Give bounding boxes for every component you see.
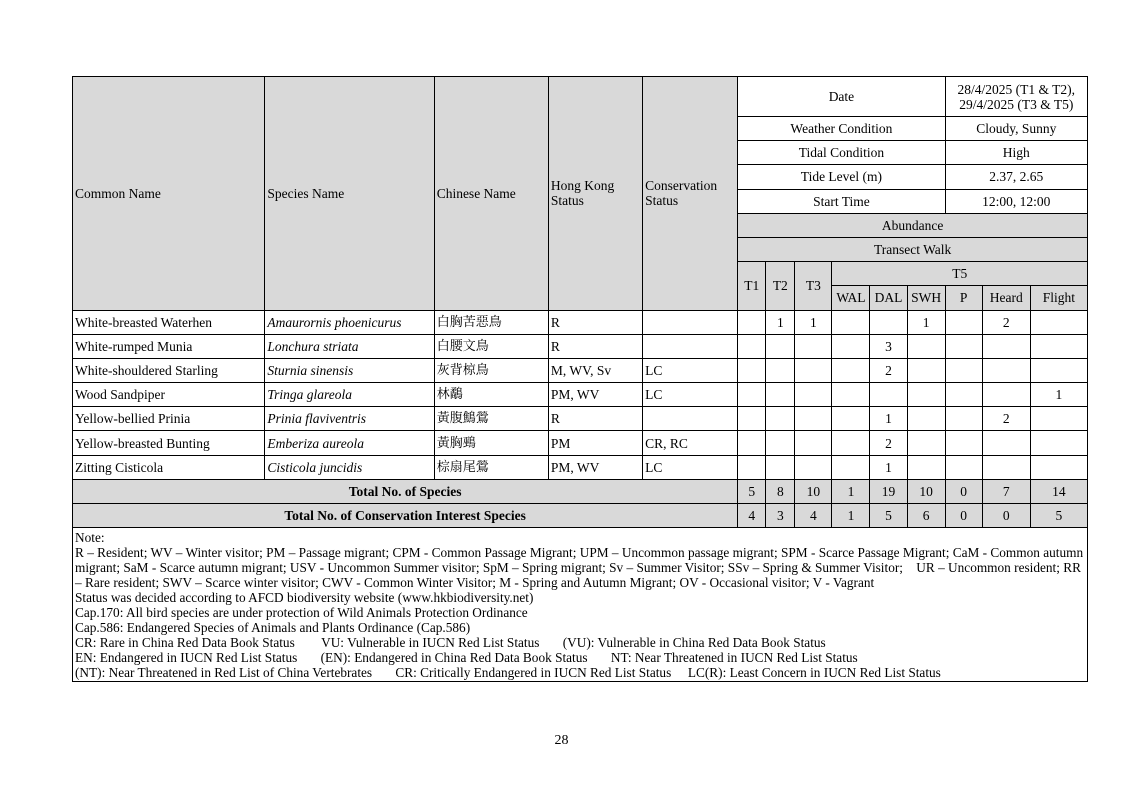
date-value-line1: 28/4/2025 (T1 & T2), <box>957 81 1076 97</box>
total-species-p: 0 <box>945 479 982 503</box>
conservation-status-cell: LC <box>643 455 738 479</box>
total-cons-t2: 3 <box>766 504 795 528</box>
total-cons-dal: 5 <box>870 504 907 528</box>
count-heard <box>982 431 1030 455</box>
count-t1 <box>738 358 766 382</box>
total-conservation-label: Total No. of Conservation Interest Species <box>73 504 738 528</box>
conservation-status-cell <box>643 334 738 358</box>
header-hk-status: Hong Kong Status <box>548 77 642 311</box>
start-time-value: 12:00, 12:00 <box>945 189 1087 213</box>
count-dal: 2 <box>870 358 907 382</box>
count-swh <box>907 455 945 479</box>
count-swh <box>907 407 945 431</box>
tidal-value: High <box>945 141 1087 165</box>
tide-level-label: Tide Level (m) <box>738 165 945 189</box>
count-heard <box>982 455 1030 479</box>
count-dal <box>870 383 907 407</box>
count-p <box>945 383 982 407</box>
count-heard <box>982 334 1030 358</box>
count-flight: 1 <box>1030 383 1087 407</box>
chinese-name-cell: 白胸苦惡鳥 <box>434 310 548 334</box>
table-row <box>73 358 1088 382</box>
tidal-label: Tidal Condition <box>738 141 945 165</box>
count-dal <box>870 310 907 334</box>
total-cons-heard: 0 <box>982 504 1030 528</box>
count-t3 <box>795 407 832 431</box>
header-chinese-name: Chinese Name <box>434 77 548 311</box>
conservation-status-cell: CR, RC <box>643 431 738 455</box>
count-t3: 1 <box>795 310 832 334</box>
date-label: Date <box>738 77 945 117</box>
notes-status-legend: R – Resident; WV – Winter visitor; PM – Passage migrant; CPM - Common Passage Migrant; UPM – Uncommon passage migrant; SPM - Scarce Passage Migrant; CaM - Common autumn migrant; SaM - Scarce autumn migrant; USV - Uncommon Summer visitor; SpM – Spring migrant; Sv – Summer Visitor; SSv – Spring & Summer Visitor; UR – Uncommon resident; RR – Rare resident; SWV – Scarce winter visitor; CWV - Common Winter Visitor; M - Spring and Autumn Migrant; OV - Occasional visitor; V - Vagrant <box>75 545 1087 591</box>
count-wal <box>832 383 870 407</box>
count-wal <box>832 431 870 455</box>
count-heard: 2 <box>982 407 1030 431</box>
notes-source: Status was decided according to AFCD biodiversity website (www.hkbiodiversity.net) <box>75 590 534 606</box>
chinese-name-cell: 白腰文鳥 <box>434 334 548 358</box>
species-name-cell: Amaurornis phoenicurus <box>265 310 434 334</box>
hk-status-cell: R <box>548 407 642 431</box>
notes-legend-cr-vu: CR: Rare in China Red Data Book Status VU: Vulnerable in IUCN Red List Status (VU): Vulnerable in China Red Data Book Status <box>75 635 826 651</box>
notes-cap586: Cap.586: Endangered Species of Animals and Plants Ordinance (Cap.586) <box>75 620 471 636</box>
total-species-wal: 1 <box>832 479 870 503</box>
start-time-label: Start Time <box>738 189 945 213</box>
chinese-name-cell: 黃胸鵐 <box>434 431 548 455</box>
table-row <box>73 407 1088 431</box>
hk-status-cell: R <box>548 310 642 334</box>
species-name-cell: Cisticola juncidis <box>265 455 434 479</box>
header-dal: DAL <box>870 286 907 310</box>
total-species-swh: 10 <box>907 479 945 503</box>
common-name-cell: Wood Sandpiper <box>73 383 265 407</box>
conservation-status-cell: LC <box>643 358 738 382</box>
table-row <box>73 383 1088 407</box>
count-p <box>945 358 982 382</box>
chinese-name-cell: 黃腹鷦鶯 <box>434 407 548 431</box>
count-swh <box>907 334 945 358</box>
count-t1 <box>738 310 766 334</box>
total-species-heard: 7 <box>982 479 1030 503</box>
count-dal: 2 <box>870 431 907 455</box>
conservation-status-cell <box>643 310 738 334</box>
count-dal: 3 <box>870 334 907 358</box>
count-t1 <box>738 455 766 479</box>
page-number: 28 <box>554 733 569 748</box>
table-row <box>73 334 1088 358</box>
common-name-cell: White-shouldered Starling <box>73 358 265 382</box>
table-row <box>73 455 1088 479</box>
count-heard <box>982 358 1030 382</box>
header-swh: SWH <box>907 286 945 310</box>
species-rows <box>73 310 1088 479</box>
total-species-t3: 10 <box>795 479 832 503</box>
conservation-status-cell: LC <box>643 383 738 407</box>
date-value-line2: 29/4/2025 (T3 & T5) <box>959 96 1074 112</box>
count-t1 <box>738 334 766 358</box>
count-t3 <box>795 455 832 479</box>
count-t2: 1 <box>766 310 795 334</box>
total-cons-p: 0 <box>945 504 982 528</box>
count-wal <box>832 407 870 431</box>
common-name-cell: Zitting Cisticola <box>73 455 265 479</box>
count-flight <box>1030 407 1087 431</box>
count-flight <box>1030 310 1087 334</box>
table-row <box>73 431 1088 455</box>
common-name-cell: White-rumped Munia <box>73 334 265 358</box>
count-t3 <box>795 334 832 358</box>
species-name-cell: Emberiza aureola <box>265 431 434 455</box>
table-row <box>73 310 1088 334</box>
count-t1 <box>738 383 766 407</box>
total-species-label: Total No. of Species <box>73 479 738 503</box>
species-name-cell: Tringa glareola <box>265 383 434 407</box>
count-p <box>945 334 982 358</box>
notes-section <box>73 528 1088 682</box>
tide-level-value: 2.37, 2.65 <box>945 165 1087 189</box>
species-name-cell: Prinia flaviventris <box>265 407 434 431</box>
count-wal <box>832 310 870 334</box>
header-t3: T3 <box>795 262 832 310</box>
conservation-status-cell <box>643 407 738 431</box>
count-wal <box>832 358 870 382</box>
header-species-name: Species Name <box>265 77 434 311</box>
count-t3 <box>795 431 832 455</box>
count-t2 <box>766 455 795 479</box>
total-cons-t1: 4 <box>738 504 766 528</box>
header-common-name: Common Name <box>73 77 265 311</box>
chinese-name-cell: 林鷸 <box>434 383 548 407</box>
count-wal <box>832 334 870 358</box>
header-heard: Heard <box>982 286 1030 310</box>
bird-survey-table <box>72 76 1088 682</box>
count-p <box>945 431 982 455</box>
header-t2: T2 <box>766 262 795 310</box>
count-p <box>945 455 982 479</box>
notes-legend-en-nt: EN: Endangered in IUCN Red List Status (EN): Endangered in China Red Data Book Status NT: Near Threatened in IUCN Red List Status <box>75 650 858 666</box>
count-swh <box>907 358 945 382</box>
header-t5: T5 <box>832 262 1088 286</box>
total-species-t2: 8 <box>766 479 795 503</box>
count-dal: 1 <box>870 407 907 431</box>
total-cons-flight: 5 <box>1030 504 1087 528</box>
count-flight <box>1030 431 1087 455</box>
count-flight <box>1030 334 1087 358</box>
count-t1 <box>738 431 766 455</box>
count-t2 <box>766 431 795 455</box>
count-t3 <box>795 383 832 407</box>
count-t2 <box>766 334 795 358</box>
species-name-cell: Sturnia sinensis <box>265 358 434 382</box>
count-t3 <box>795 358 832 382</box>
weather-label: Weather Condition <box>738 117 945 141</box>
chinese-name-cell: 灰背椋鳥 <box>434 358 548 382</box>
date-value <box>945 77 1087 117</box>
hk-status-cell: R <box>548 334 642 358</box>
common-name-cell: White-breasted Waterhen <box>73 310 265 334</box>
weather-value: Cloudy, Sunny <box>945 117 1087 141</box>
hk-status-cell: PM <box>548 431 642 455</box>
count-t2 <box>766 383 795 407</box>
count-t2 <box>766 358 795 382</box>
count-swh <box>907 383 945 407</box>
total-cons-t3: 4 <box>795 504 832 528</box>
total-species-t1: 5 <box>738 479 766 503</box>
hk-status-cell: PM, WV <box>548 455 642 479</box>
total-cons-swh: 6 <box>907 504 945 528</box>
notes-cap170: Cap.170: All bird species are under protection of Wild Animals Protection Ordinance <box>75 605 528 621</box>
common-name-cell: Yellow-bellied Prinia <box>73 407 265 431</box>
total-species-flight: 14 <box>1030 479 1087 503</box>
header-t1: T1 <box>738 262 766 310</box>
count-p <box>945 407 982 431</box>
header-conservation-status: Conservation Status <box>643 77 738 311</box>
notes-title: Note: <box>75 530 105 546</box>
count-heard <box>982 383 1030 407</box>
count-p <box>945 310 982 334</box>
common-name-cell: Yellow-breasted Bunting <box>73 431 265 455</box>
hk-status-cell: PM, WV <box>548 383 642 407</box>
notes-legend-nt-cr-lc: (NT): Near Threatened in Red List of China Vertebrates CR: Critically Endangered in IUCN Red List Status LC(R): Least Concern in IUCN Red List Status <box>75 665 941 681</box>
header-flight: Flight <box>1030 286 1087 310</box>
count-swh <box>907 431 945 455</box>
total-species-dal: 19 <box>870 479 907 503</box>
chinese-name-cell: 棕扇尾鶯 <box>434 455 548 479</box>
total-cons-wal: 1 <box>832 504 870 528</box>
count-dal: 1 <box>870 455 907 479</box>
count-flight <box>1030 358 1087 382</box>
count-t1 <box>738 407 766 431</box>
header-p: P <box>945 286 982 310</box>
count-swh: 1 <box>907 310 945 334</box>
header-wal: WAL <box>832 286 870 310</box>
hk-status-cell: M, WV, Sv <box>548 358 642 382</box>
count-t2 <box>766 407 795 431</box>
count-heard: 2 <box>982 310 1030 334</box>
transect-walk-header: Transect Walk <box>738 237 1088 261</box>
abundance-header: Abundance <box>738 213 1088 237</box>
species-name-cell: Lonchura striata <box>265 334 434 358</box>
count-flight <box>1030 455 1087 479</box>
count-wal <box>832 455 870 479</box>
